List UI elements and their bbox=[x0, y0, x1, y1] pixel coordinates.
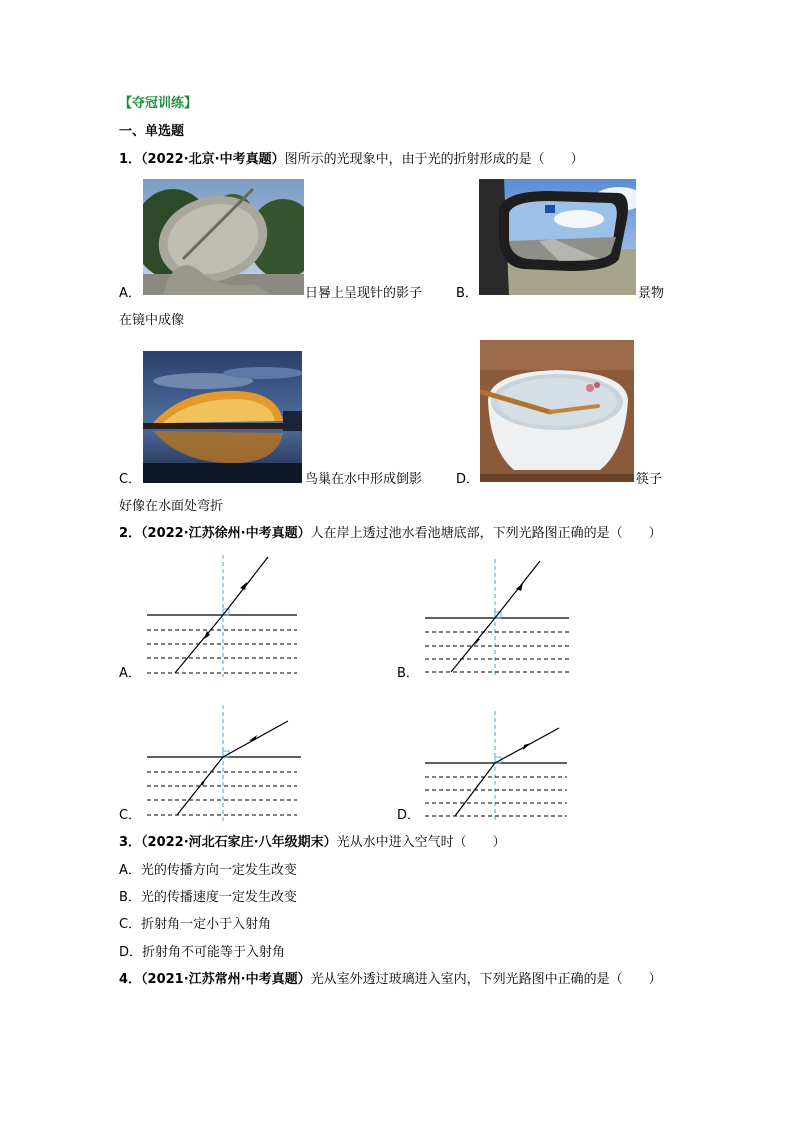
q3-option-b bbox=[119, 889, 297, 907]
q3-option-c-letter: C． bbox=[119, 917, 142, 932]
q2-option-c-letter: C． bbox=[119, 808, 142, 823]
q4-number: 4． bbox=[119, 972, 142, 987]
question-3 bbox=[119, 834, 506, 852]
q2-number: 2． bbox=[119, 526, 142, 541]
sundial-photo bbox=[143, 179, 304, 295]
q3-option-d-letter: D． bbox=[119, 945, 143, 960]
q1-option-a-letter: A． bbox=[119, 286, 141, 301]
q3-option-c-text: 折射角一定小于入射角 bbox=[141, 917, 272, 932]
q2-diagram-d bbox=[423, 705, 583, 825]
car-mirror-photo bbox=[479, 179, 636, 295]
q4-source: （2021·江苏常州·中考真题） bbox=[141, 972, 311, 987]
q3-stem: 光从水中进入空气时（ ） bbox=[336, 835, 506, 850]
q2-source: （2022·江苏徐州·中考真题） bbox=[141, 526, 311, 541]
q1-option-b-wrap: 在镜中成像 bbox=[119, 313, 185, 328]
q1-option-d-text: 筷子 bbox=[636, 472, 663, 487]
q2-option-d-letter: D． bbox=[397, 808, 421, 823]
part-heading: 一、单选题 bbox=[119, 124, 185, 139]
q2-diagram-a bbox=[145, 555, 305, 680]
question-4 bbox=[119, 971, 662, 989]
q3-option-b-text: 光的传播速度一定发生改变 bbox=[140, 890, 297, 905]
chopstick-bowl-photo bbox=[480, 340, 634, 482]
q1-stem: 图所示的光现象中，由于光的折射形成的是（ ） bbox=[284, 152, 584, 167]
q1-option-b-letter: B． bbox=[456, 286, 478, 301]
q1-option-c-text: 鸟巢在水中形成倒影 bbox=[305, 472, 423, 487]
q2-diagram-c bbox=[145, 705, 305, 825]
birds-nest-photo bbox=[143, 351, 302, 483]
q1-option-d-letter: D． bbox=[456, 472, 480, 487]
q3-number: 3． bbox=[119, 835, 142, 850]
q3-source: （2022·河北石家庄·八年级期末） bbox=[141, 835, 337, 850]
question-1 bbox=[119, 151, 584, 169]
q1-number: 1． bbox=[119, 152, 142, 167]
q2-option-a-letter: A． bbox=[119, 666, 141, 681]
q1-option-d-wrap: 好像在水面处弯折 bbox=[119, 499, 224, 514]
q3-option-a-letter: A． bbox=[119, 863, 141, 878]
q3-option-d bbox=[119, 944, 285, 962]
q1-option-a-text: 日晷上呈现针的影子 bbox=[305, 286, 423, 301]
question-2 bbox=[119, 525, 662, 543]
section-heading: 【夺冠训练】 bbox=[119, 96, 198, 111]
q3-option-c bbox=[119, 916, 271, 934]
q2-stem: 人在岸上透过池水看池塘底部，下列光路图正确的是（ ） bbox=[310, 526, 662, 541]
q2-option-b-letter: B． bbox=[397, 666, 419, 681]
q1-source: （2022·北京·中考真题） bbox=[141, 152, 285, 167]
q1-option-c-letter: C． bbox=[119, 472, 142, 487]
q4-stem: 光从室外透过玻璃进入室内，下列光路图中正确的是（ ） bbox=[310, 972, 662, 987]
q3-option-d-text: 折射角不可能等于入射角 bbox=[142, 945, 286, 960]
q2-diagram-b bbox=[423, 555, 583, 680]
q3-option-a bbox=[119, 862, 297, 880]
q3-option-b-letter: B． bbox=[119, 890, 141, 905]
q3-option-a-text: 光的传播方向一定发生改变 bbox=[140, 863, 297, 878]
q1-option-b-text: 景物 bbox=[638, 286, 665, 301]
